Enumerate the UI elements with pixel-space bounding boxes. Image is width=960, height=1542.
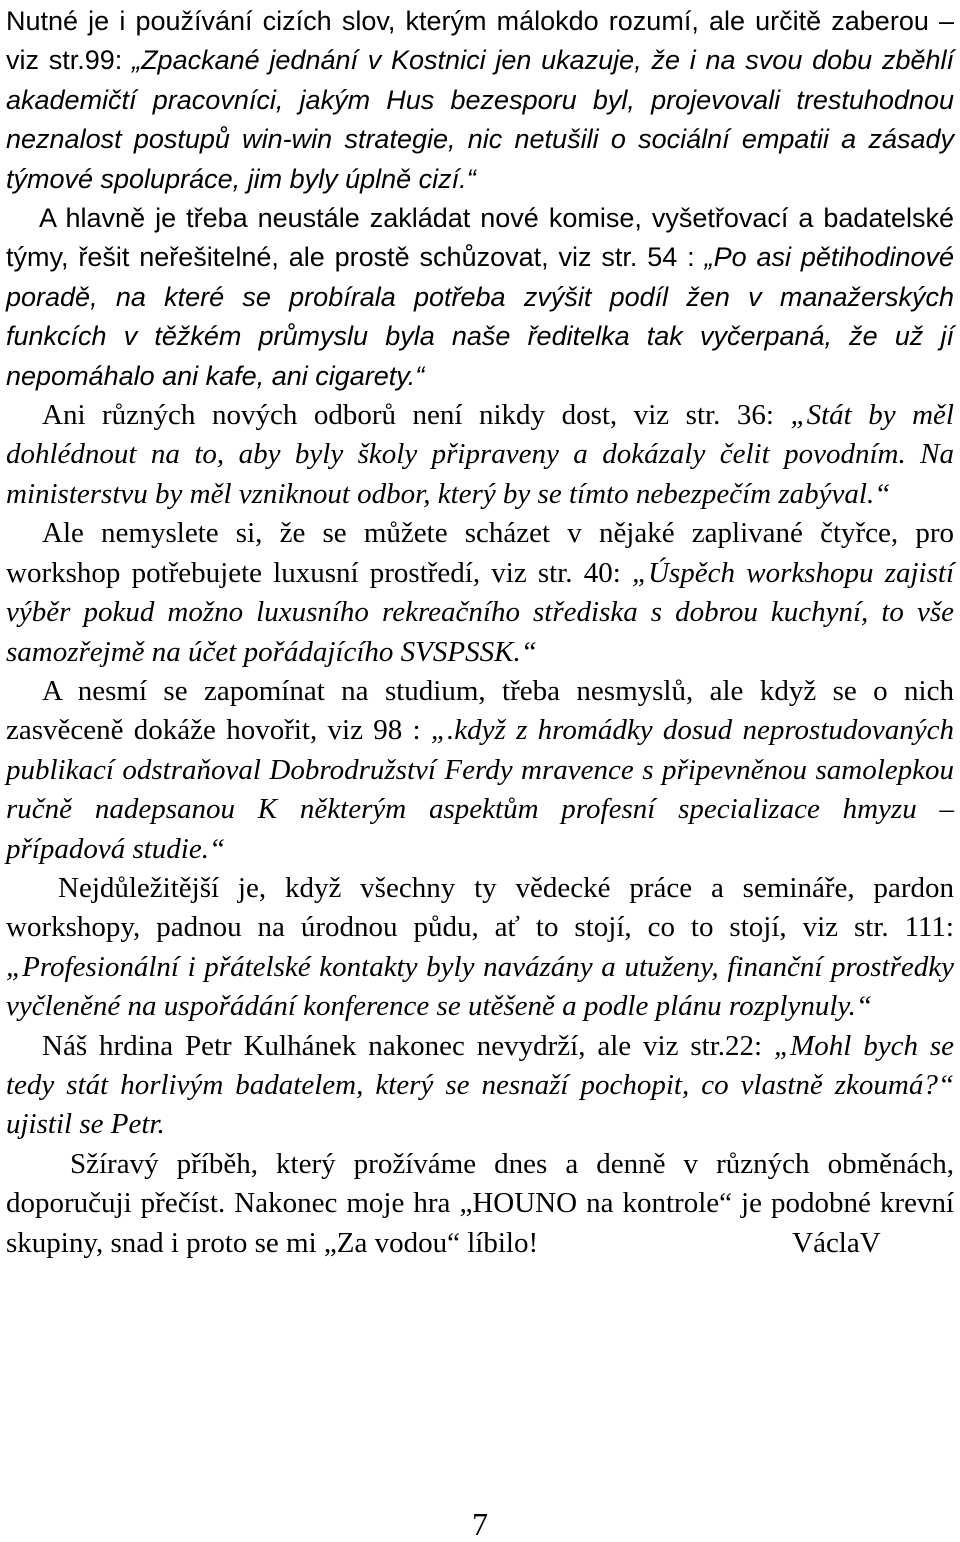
paragraph-8 (6, 1145, 954, 1263)
paragraph-4-text: Ale nemyslete si, že se můžete scházet v nějaké zaplivané čtyřce, pro workshop potřebujete luxusní prostředí, viz str. 40: (6, 517, 954, 589)
paragraph-8-text: Sžíravý příběh, který prožíváme dnes a denně v různých obměnách, doporučuji přečíst. Nakonec moje hra „HOUNO na kontrole“ je podobné krevní skupiny, snad i proto se mi „Za vodou“ líbilo! (6, 1147, 954, 1259)
paragraph-4 (6, 514, 954, 672)
page-number: 7 (472, 1506, 488, 1542)
paragraph-6 (6, 869, 954, 1027)
paragraph-7 (6, 1027, 954, 1145)
paragraph-6-text: Nejdůležitější je, když všechny ty vědecké práce a semináře, pardon workshopy, padnou na úrodnou půdu, ať to stojí, co to stojí, viz str. 111: (6, 871, 954, 944)
paragraph-7-text: Náš hrdina Petr Kulhánek nakonec nevydrží, ale viz str.22: (42, 1029, 774, 1062)
paragraph-7-quote: „Mohl bych se tedy stát horlivým badatelem, který se nesnaží pochopit, co vlastně zkoumá?“ ujistil se Petr. (6, 1029, 955, 1141)
paragraph-2 (6, 199, 954, 396)
paragraph-6-quote: „Profesionální i přátelské kontakty byly navázány a utuženy, finanční prostředky vyčleněné na uspořádání konference se utěšeně a podle plánu rozplynuly.“ (6, 950, 954, 1023)
paragraph-5 (6, 672, 954, 869)
paragraph-5-text: A nesmí se zapomínat na studium, třeba nesmyslů, ale když se o nich zasvěceně dokáže hovořit, viz 98 : (6, 674, 954, 747)
document-page (6, 2, 954, 1263)
paragraph-3-quote: „Stát by měl dohlédnout na to, aby byly školy připraveny a dokázaly čelit povodním. Na ministerstvu by měl vzniknout odbor, který by se tímto nebezpečím zabýval.“ (6, 399, 954, 510)
paragraph-2-text: A hlavně je třeba neustále zakládat nové komise, vyšetřovací a badatelské týmy, řešit neřešitelné, ale prostě schůzovat, viz str. 54 : (6, 203, 954, 273)
paragraph-3 (6, 396, 954, 514)
paragraph-1-quote: „Zpackané jednání v Kostnici jen ukazuje, že i na svou dobu zběhlí akademičtí pracovníci, jakým Hus bezesporu byl, projevovali trestuhodnou neznalost postupů win-win strategie, nic netušili o sociální empatii a zásady týmové spolupráce, jim byly úplně cizí.“ (6, 45, 954, 194)
author-signature: VáclaV (792, 1226, 881, 1259)
paragraph-3-text: Ani různých nových odborů není nikdy dost, viz str. 36: (42, 399, 791, 432)
paragraph-1 (6, 2, 954, 199)
paragraph-1-text: Nutné je i používání cizích slov, kterým málokdo rozumí, ale určitě zaberou – viz str.99: (6, 6, 954, 76)
paragraph-2-quote: „Po asi pětihodinové poradě, na které se probírala potřeba zvýšit podíl žen v manažerských funkcích v těžkém průmyslu byla naše ředitelka tak vyčerpaná, že už jí nepomáhalo ani kafe, ani cigarety.“ (6, 242, 954, 391)
paragraph-5-quote: „.když z hromádky dosud neprostudovaných publikací odstraňoval Dobrodružství Ferdy mravence s připevněnou samolepkou ručně nadepsanou K některým aspektům profesní specializace hmyzu – případová studie.“ (6, 714, 954, 865)
paragraph-4-quote: „Úspěch workshopu zajistí výběr pokud možno luxusního rekreačního střediska s dobrou kuchyní, to vše samozřejmě na účet pořádajícího SVSPSSK.“ (6, 556, 954, 668)
